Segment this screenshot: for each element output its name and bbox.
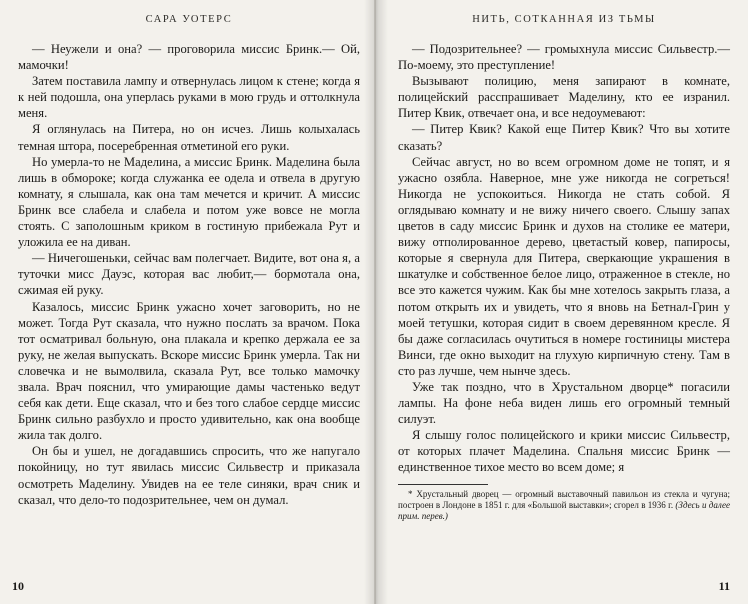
paragraph: Вызывают полицию, меня запирают в комнате, полицейский расспрашивает Маделину, кто ее изранил. Питер Квик, отвечает она, и все недоумевают:	[398, 74, 730, 121]
paragraph: Казалось, миссис Бринк ужасно хочет заговорить, но не может. Тогда Рут сказала, что нужно послать за врачом. Пока тот осматривал больную, она плакала и крепко держала ее за руку, не желая выпускать. Вскоре миссис Бринк умерла. Так ни словечка и не вымолвила, сказала Рут, все только мамочку звала. Врач пояснил, что умирающие дамы частенько ведут себя как дети. Еще сказал, что и без того слабое сердце миссис Бринк сильно разбухло и просто удивительно, как она вообще жила так долго.	[18, 299, 360, 443]
paragraph: Уже так поздно, что в Хрустальном дворце* погасили лампы. На фоне неба виден лишь его огромный темный силуэт.	[398, 379, 730, 427]
running-head-title: НИТЬ, СОТКАННАЯ ИЗ ТЬМЫ	[472, 14, 656, 25]
paragraph: Затем поставила лампу и отвернулась лицом к стене; когда я к ней подошла, она уперлась руками в мою грудь и оттолкнула меня.	[18, 74, 360, 121]
paragraph: Но умерла-то не Маделина, а миссис Бринк. Маделина была лишь в обмороке; когда служанка ее одела и отвела в другую комнату, я слышала, как она там мечется и кричит. А миссис Бринк все слабела и слабела и потом уже вовсе не могла стоять. С заполошным криком в гостиную прибежала Рут и уложила ее на диван.	[18, 154, 360, 250]
paragraph: — Подозрительнее? — громыхнула миссис Сильвестр.— По-моему, это преступление!	[398, 42, 730, 73]
right-page	[376, 0, 748, 604]
paragraph: Сейчас август, но во всем огромном доме не топят, и я ужасно озябла. Наверное, мне уже никогда не согреться! Никогда не успокоиться. Никогда не стать собой. Я оглядываю комнату и не вижу ничего своего. Слышу запах цветов в саду миссис Бринк и духов на столике ее матери, вижу отполированное дерево, цветастый ковер, папиросы, которые я свернула для Питера, сверкающие украшения в шкатулке и собственное белое лицо, отраженное в стекле, но все это кажется чужим. Как бы мне хотелось закрыть глаза, а потом открыть их и увидеть, что я вновь на Бетнал-Грин у моей тетушки, которая сидит в своем деревянном кресле. Я бы даже согласилась очутиться в номере гостиницы мистера Винси, где окно выходит на глухую кирпичную стену. Там в сто раз лучше, чем нынче здесь.	[398, 154, 730, 378]
footnote-note: (Здесь и далее прим. перев.)	[398, 499, 730, 521]
right-body-text	[398, 41, 730, 476]
page-number-right: 11	[718, 579, 730, 593]
paragraph: — Неужели и она? — проговорила миссис Бринк.— Ой, мамочки!	[18, 42, 360, 73]
paragraph: — Ничегошеньки, сейчас вам полегчает. Видите, вот она я, а туточки мисс Дауэс, которая вас любит,— бормотала она, сжимая ей руку.	[18, 251, 360, 298]
left-body-text	[18, 41, 360, 508]
paragraph: Он бы и ушел, не догадавшись спросить, что же напугало покойницу, но тут явилась миссис Сильвестр и приказала осмотреть Маделину. Увидев на ее теле синяки, врач сник и сказал, что дело-то подозрительнее, чем он думал.	[18, 444, 360, 507]
footnote-divider	[398, 484, 488, 485]
footnote	[398, 489, 730, 522]
paragraph: Я слышу голос полицейского и крики миссис Сильвестр, от которых плачет Маделина. Спальня миссис Бринк — единственное тихое место во всем доме; я	[398, 428, 730, 475]
running-head-author: САРА УОТЕРС	[145, 14, 233, 25]
paragraph: — Питер Квик? Какой еще Питер Квик? Что вы хотите сказать?	[398, 122, 730, 153]
page-number-left: 10	[12, 579, 24, 593]
footnote-text: * Хрустальный дворец — огромный выставочный павильон из стекла и чугуна; построен в Лондоне в 1851 г. для «Большой выставки»; сгорел в 1936 г.	[398, 488, 730, 510]
paragraph: Я оглянулась на Питера, но он исчез. Лишь колыхалась темная штора, посеребренная отметиной его руки.	[18, 122, 360, 153]
